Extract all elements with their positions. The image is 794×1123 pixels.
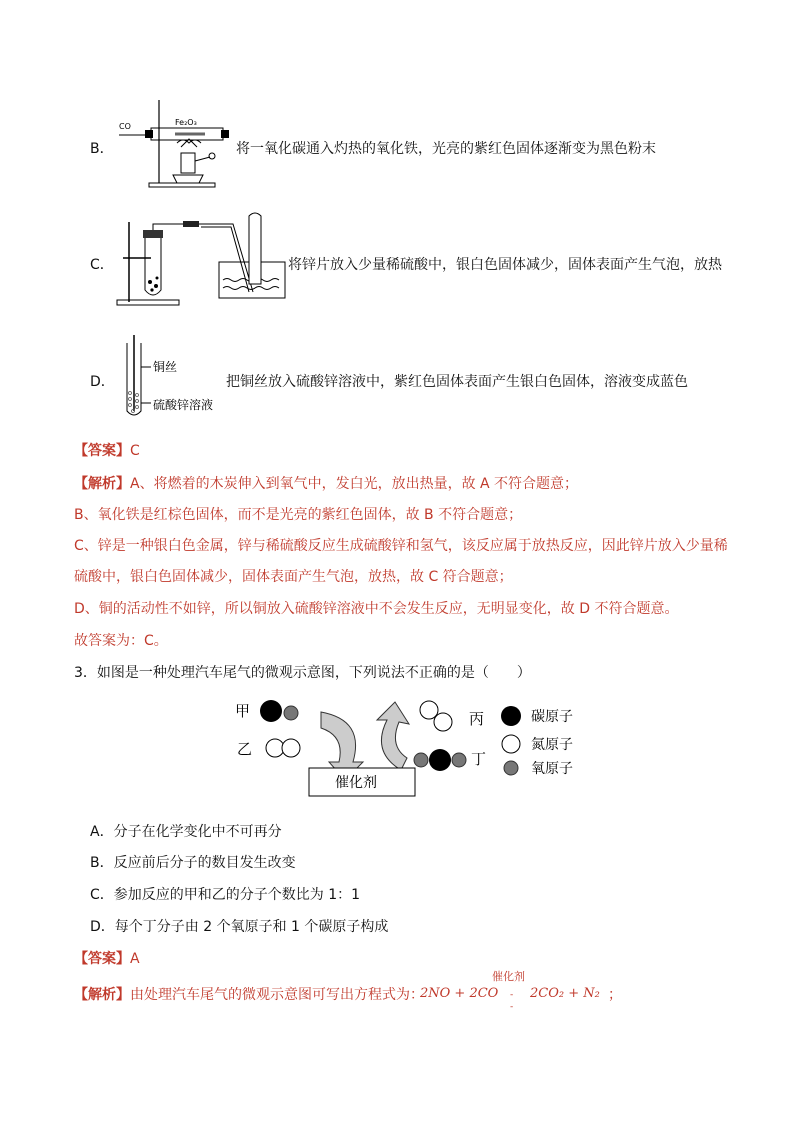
equation-dash-1: - (510, 990, 514, 1000)
copper-wire-label: 铜丝 (153, 360, 178, 374)
option-d-label: D． (90, 374, 115, 390)
yi-molecule-atom-1 (266, 739, 284, 757)
q2-analysis-line-3: C、锌是一种银白色金属，锌与稀硫酸反应生成硫酸锌和氢气，该反应属于放热反应，因此锌片放入少量稀 (74, 538, 728, 554)
q2-analysis-line-2: B、氧化铁是红棕色固体，而不是光亮的紫红色固体，故 B 不符合题意； (74, 507, 523, 523)
q2-analysis-line-4: 硫酸中，银白色固体减少，固体表面产生气泡，放热，故 C 符合题意； (74, 569, 513, 585)
legend-carbon: 碳原子 (531, 709, 573, 725)
yi-molecule-atom-2 (282, 739, 300, 757)
legend-nitrogen-marker (502, 735, 520, 753)
legend-oxygen-marker (504, 761, 518, 775)
legend-oxygen: 氧原子 (531, 761, 573, 777)
q3-option-b: B．反应前后分子的数目发生改变 (90, 855, 296, 871)
analysis-tag: 【解析】 (74, 476, 130, 492)
legend-nitrogen: 氮原子 (531, 737, 573, 753)
q2-conclusion: 故答案为：C。 (74, 633, 168, 649)
jia-molecule-small-atom (284, 706, 298, 720)
ding-molecule-oxygen-1 (414, 753, 428, 767)
co-reduction-apparatus (115, 95, 235, 195)
zinc-acid-apparatus (115, 210, 290, 310)
legend-carbon-marker (501, 706, 521, 726)
q3-answer (74, 949, 140, 969)
zinc-sulfate-label: 硫酸锌溶液 (153, 398, 214, 412)
catalyst-label: 催化剂 (335, 775, 377, 791)
bing-molecule-atom-2 (434, 713, 452, 731)
answer-tag: 【答案】 (74, 443, 130, 459)
jia-molecule-big-atom (260, 700, 282, 722)
co-label: CO (119, 122, 131, 131)
q2-analysis-line-1: 【解析】A、将燃着的木炭伸入到氧气中，发白光，放出热量，故 A 不符合题意； (74, 476, 579, 492)
equation-right: 2CO₂ + N₂ (530, 986, 600, 1001)
analysis-text: 由处理汽车尾气的微观示意图可写出方程式为： (130, 987, 424, 1003)
equation-left: 2NO + 2CO (420, 986, 499, 1001)
option-d-text: 把铜丝放入硫酸锌溶液中，紫红色固体表面产生银白色固体，溶液变成蓝色 (226, 374, 688, 390)
exhaust-micro-diagram (225, 690, 595, 802)
bing-label: 丙 (469, 710, 485, 728)
right-curved-arrow (377, 702, 409, 770)
copper-zinc-sulfate-apparatus (115, 333, 225, 423)
option-b-text: 将一氧化碳通入灼热的氧化铁，光亮的紫红色固体逐渐变为黑色粉末 (236, 141, 656, 157)
answer-value: C (130, 443, 140, 459)
equation-dash-2: - (510, 1002, 514, 1012)
q2-analysis-line-5: D、铜的活动性不如锌，所以铜放入硫酸锌溶液中不会发生反应，无明显变化，故 D 不符合题意。 (74, 601, 679, 617)
bing-molecule-atom-1 (420, 701, 438, 719)
ding-molecule-carbon (429, 749, 451, 771)
jia-label: 甲 (235, 702, 251, 720)
option-b-label: B． (90, 141, 114, 157)
fe2o3-label: Fe₂O₃ (175, 118, 197, 127)
answer-value: A (130, 951, 140, 967)
q3-stem: 3．如图是一种处理汽车尾气的微观示意图，下列说法不正确的是（ ） (74, 665, 531, 681)
option-c-label: C． (90, 257, 114, 273)
option-c-text: 将锌片放入少量稀硫酸中，银白色固体减少，固体表面产生气泡，放热 (288, 257, 722, 273)
ding-molecule-oxygen-2 (452, 753, 466, 767)
q2-answer (74, 441, 140, 461)
q3-option-c: C．参加反应的甲和乙的分子个数比为 1：1 (90, 887, 361, 903)
ding-label: 丁 (471, 750, 487, 768)
answer-tag: 【答案】 (74, 951, 130, 967)
analysis-tag: 【解析】 (74, 987, 130, 1003)
equation-condition: 催化剂 (492, 970, 525, 983)
q3-analysis (74, 985, 424, 1005)
yi-label: 乙 (237, 740, 253, 758)
q3-option-d: D．每个丁分子由 2 个氧原子和 1 个碳原子构成 (90, 919, 389, 935)
equation-end: ； (608, 987, 622, 1003)
q3-option-a: A．分子在化学变化中不可再分 (90, 824, 282, 840)
